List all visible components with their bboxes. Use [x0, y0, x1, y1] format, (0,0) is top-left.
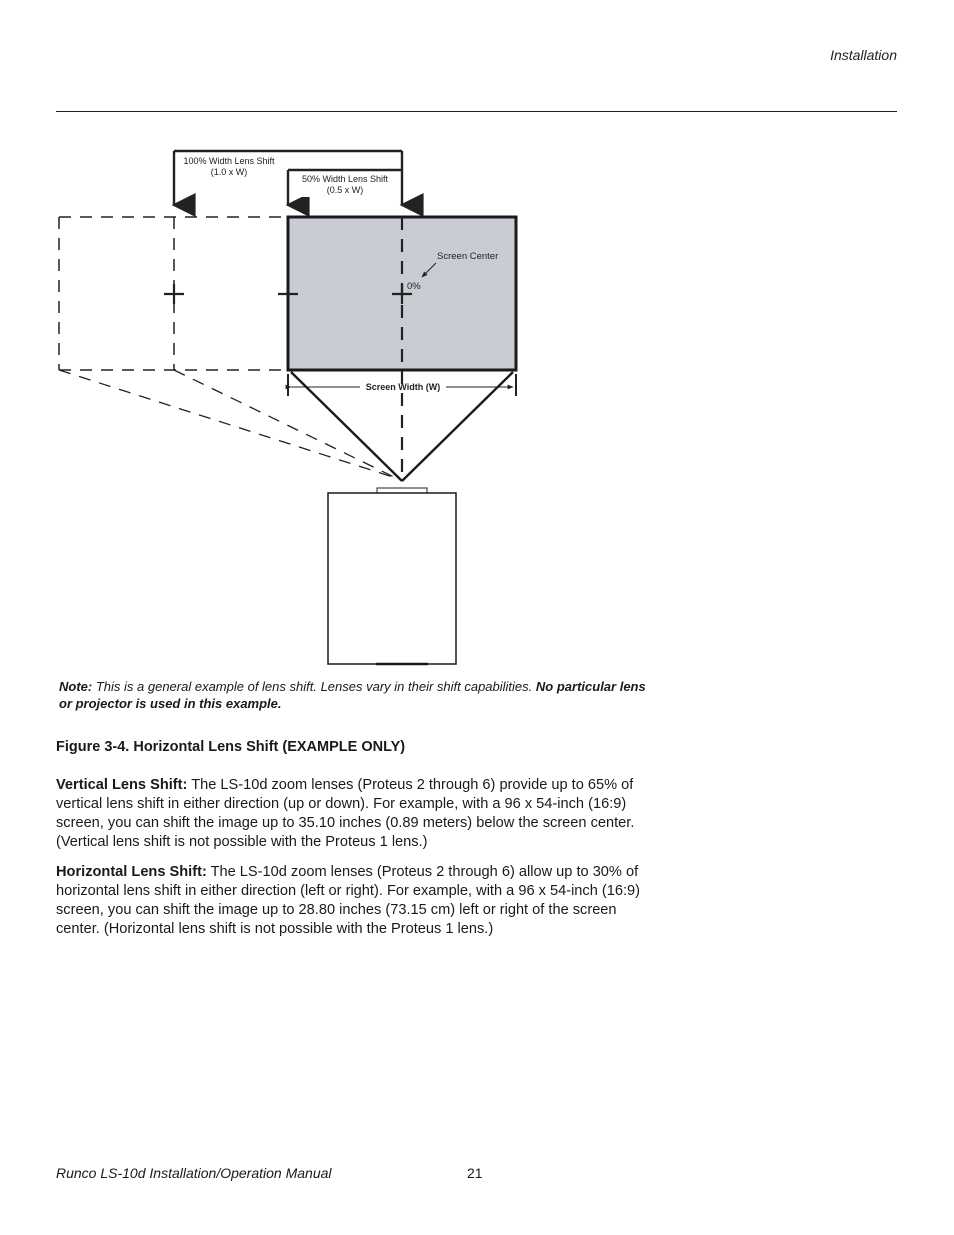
footer-manual-title: Runco LS-10d Installation/Operation Manual: [56, 1165, 332, 1181]
label-full-shift: 100% Width Lens Shift: [183, 156, 275, 166]
label-half-shift: 50% Width Lens Shift: [301, 174, 389, 184]
figure-caption: Figure 3-4. Horizontal Lens Shift (EXAMPLE ONLY): [56, 739, 406, 755]
footer-page-number: 21: [467, 1165, 483, 1181]
center-marker-full-shift: [164, 284, 184, 304]
label-zero-percent: 0%: [407, 281, 421, 292]
note-text: This is a general example of lens shift. Lenses vary in their shift capabilities.: [95, 679, 533, 694]
figure-note: [59, 678, 659, 712]
label-screen-center: Screen Center: [437, 251, 499, 262]
header-section-title: Installation: [830, 47, 897, 63]
label-screen-width: Screen Width (W): [365, 382, 441, 392]
note-emphasis: No particular lens or projector is used in this example.: [59, 679, 646, 711]
paragraph-text: The LS-10d zoom lenses (Proteus 2 through 6) provide up to 65% of vertical lens shift in either direction (up or down). For example, with a 96 x 54-inch (16:9) screen, you can shift the image up to 35.10 inches (0.89 meters) below the screen center. (Vertical lens shift is not possible with the Proteus 1 lens.): [56, 777, 635, 850]
note-prefix: Note:: [59, 679, 93, 694]
paragraph-horizontal-lens-shift: [56, 863, 656, 939]
label-half-shift-sub: (0.5 x W): [326, 185, 364, 195]
paragraph-lead: Horizontal Lens Shift:: [56, 864, 207, 880]
paragraph-vertical-lens-shift: [56, 776, 656, 852]
paragraph-text: The LS-10d zoom lenses (Proteus 2 through 6) allow up to 30% of horizontal lens shift in either direction (left or right). For example, with a 96 x 54-inch (16:9) screen, you can shift the image up to 28.80 inches (73.15 cm) left or right of the screen center. (Horizontal lens shift is not possible with the Proteus 1 lens.): [56, 864, 641, 937]
projector-body: [328, 488, 456, 664]
paragraph-lead: Vertical Lens Shift:: [56, 777, 188, 793]
label-full-shift-sub: (1.0 x W): [210, 167, 248, 177]
